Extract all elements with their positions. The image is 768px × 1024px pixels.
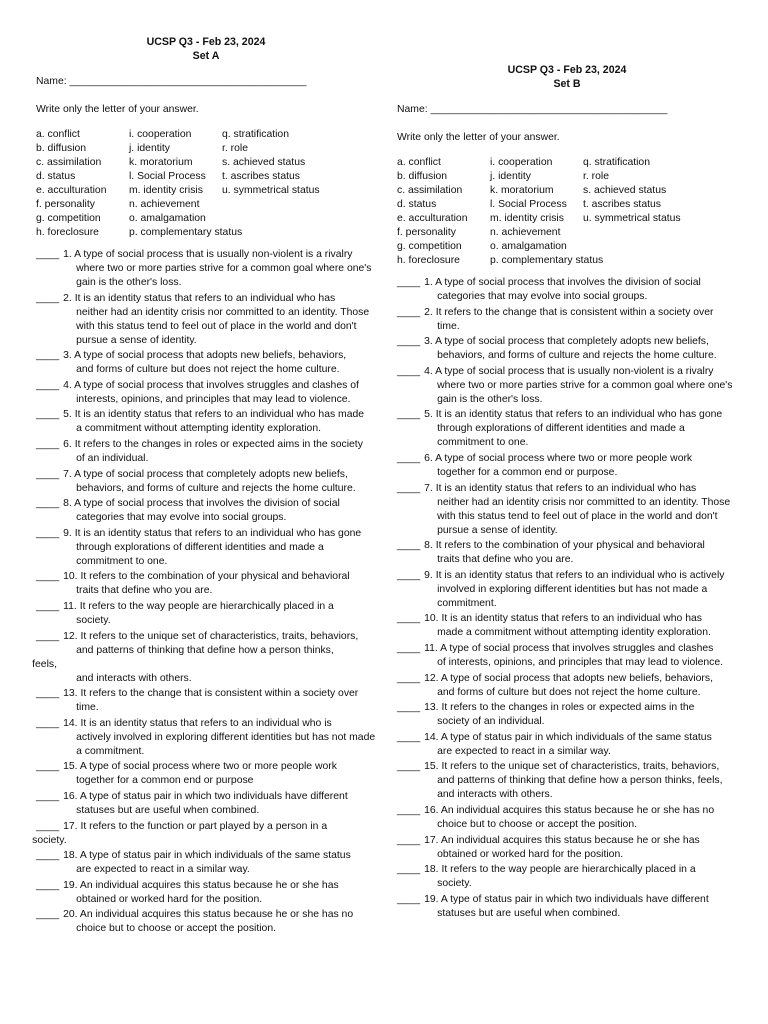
question-item [397, 306, 737, 334]
answer-choice: m. identity crisis [129, 185, 203, 196]
set-a-name-line: Name: _________________________________________ [36, 76, 307, 87]
answer-choice: m. identity crisis [490, 213, 564, 224]
question-continuation: society. [76, 614, 111, 626]
question-continuation: society. [32, 834, 67, 846]
question-item [397, 539, 737, 567]
question-item [397, 276, 737, 304]
question-item [397, 731, 737, 759]
question-item [397, 893, 737, 921]
question-text: A type of status pair in which two individuals have different [440, 893, 709, 905]
question-text: It is an identity status that refers to an individual who has [74, 292, 336, 304]
question-continuation: statuses but are useful when combined. [437, 907, 621, 919]
question-continuation: traits that define who you are. [437, 554, 574, 566]
question-continuation: involved in exploring different identities but has not made a commitment. [437, 583, 708, 609]
answer-choice: d. status [397, 199, 437, 210]
question-number: 14. [424, 731, 439, 743]
answer-choice: k. moratorium [129, 157, 193, 168]
answer-choice: a. conflict [36, 129, 80, 140]
question-item [397, 569, 737, 611]
question-item [32, 630, 376, 686]
answer-blank[interactable]: ____ [36, 820, 60, 832]
question-item [36, 879, 376, 907]
question-continuation: categories that may evolve into social groups. [437, 291, 648, 302]
answer-blank[interactable]: ____ [36, 600, 60, 612]
answer-choice: n. achievement [490, 227, 561, 238]
answer-blank[interactable]: ____ [36, 498, 60, 510]
question-item [36, 527, 376, 569]
answer-choice: r. role [222, 143, 248, 154]
question-continuation: and interacts with others. [76, 672, 192, 684]
answer-choice: e. acculturation [36, 185, 107, 196]
question-text: It is an identity status that refers to an individual who is [80, 717, 332, 729]
question-continuation: where two or more parties strive for a common goal where one's gain is the other's loss. [437, 379, 733, 405]
question-number: 1. [63, 249, 72, 260]
answer-blank[interactable]: ____ [397, 804, 421, 816]
question-text: It is an identity status that refers to an individual who has gone [74, 527, 362, 539]
set-b-subtitle: Set B [553, 78, 581, 90]
question-continuation: time. [76, 702, 99, 714]
question-item [36, 349, 376, 377]
answer-blank[interactable]: ____ [36, 790, 60, 802]
question-item [36, 570, 376, 598]
question-continuation: where two or more parties strive for a common goal where one's gain is the other's loss. [76, 263, 372, 288]
answer-choice: t. ascribes status [583, 199, 661, 210]
question-item [36, 408, 376, 436]
question-text: It refers to the unique set of characteristics, traits, behaviors, [441, 761, 720, 773]
question-text: An individual acquires this status because he or she has [79, 879, 339, 891]
answer-blank[interactable]: ____ [397, 702, 421, 714]
answer-choice: g. competition [397, 241, 462, 252]
answer-choice: q. stratification [222, 129, 289, 140]
answer-blank[interactable]: ____ [36, 630, 60, 642]
answer-choice: o. amalgamation [490, 241, 567, 252]
answer-choice: s. achieved status [222, 157, 306, 168]
question-item [36, 790, 376, 818]
question-text: It refers to the function or part played by a person in a [80, 820, 328, 832]
question-number: 16. [424, 804, 439, 816]
answer-blank[interactable]: ____ [36, 409, 60, 421]
question-number: 7. [424, 482, 433, 494]
answer-choice: s. achieved status [583, 185, 667, 196]
question-number: 16. [63, 790, 78, 802]
answer-choice: j. identity [490, 171, 532, 182]
question-text: A type of social process that involves struggles and clashes [440, 642, 714, 654]
answer-choice: h. foreclosure [397, 255, 460, 266]
question-item [397, 804, 737, 832]
answer-blank[interactable]: ____ [397, 893, 421, 905]
question-text: It refers to the changes in roles or expected aims in the society [74, 438, 363, 450]
question-text: It is an identity status that refers to an individual who has [441, 613, 702, 625]
question-continuation: obtained or worked hard for the position. [437, 848, 624, 860]
answer-choice: f. personality [36, 199, 95, 210]
answer-blank[interactable]: ____ [36, 292, 60, 304]
answer-choice: f. personality [397, 227, 456, 238]
question-continuation: and patterns of thinking that define how a person thinks, feels, and interacts with others. [437, 775, 723, 801]
question-number: 3. [63, 350, 72, 362]
answer-blank[interactable]: ____ [397, 672, 421, 684]
question-item [397, 408, 737, 450]
question-item [397, 642, 737, 670]
question-text: It refers to the unique set of characteristics, traits, behaviors, [80, 630, 359, 642]
question-text: It refers to the changes in roles or expected aims in the [441, 702, 695, 714]
answer-choice: t. ascribes status [222, 171, 300, 182]
question-number: 19. [63, 879, 78, 891]
question-continuation: behaviors, and forms of culture and rejects the home culture. [76, 482, 356, 494]
question-item [36, 497, 376, 525]
answer-blank[interactable]: ____ [397, 540, 421, 552]
answer-blank[interactable]: ____ [397, 452, 421, 464]
answer-choice: l. Social Process [129, 171, 206, 182]
answer-choice: e. acculturation [397, 213, 468, 224]
question-text: A type of social process where two or more people work [435, 452, 693, 464]
question-item [36, 248, 376, 290]
question-item [32, 820, 376, 848]
question-number: 10. [424, 613, 439, 625]
answer-blank[interactable]: ____ [397, 306, 421, 318]
answer-choice: p. complementary status [490, 255, 604, 266]
question-item [36, 908, 376, 936]
answer-choice: u. symmetrical status [222, 185, 320, 196]
answer-blank[interactable]: ____ [397, 864, 421, 876]
answer-blank[interactable]: ____ [397, 336, 421, 348]
answer-blank[interactable]: ____ [36, 350, 60, 362]
question-text: A type of social process that completely adopts new beliefs, [435, 336, 709, 348]
answer-blank[interactable]: ____ [36, 249, 60, 260]
question-number: 15. [424, 761, 439, 773]
question-continuation: behaviors, and forms of culture and rejects the home culture. [437, 350, 717, 362]
answer-choice: n. achievement [129, 199, 200, 210]
question-number: 2. [63, 292, 72, 304]
set-b-title: UCSP Q3 - Feb 23, 2024 [507, 64, 627, 76]
question-number: 13. [63, 688, 78, 700]
question-item [36, 849, 376, 877]
question-text: An individual acquires this status because he or she has no [440, 804, 715, 816]
question-number: 11. [63, 600, 77, 612]
question-text: It is an identity status that refers to an individual who has [435, 482, 697, 494]
answer-blank[interactable]: ____ [36, 571, 60, 583]
answer-choice [222, 212, 342, 226]
question-number: 7. [63, 468, 72, 480]
answer-blank[interactable]: ____ [36, 879, 60, 891]
question-text: An individual acquires this status because he or she has no [79, 909, 354, 921]
answer-choice [583, 240, 703, 254]
question-continuation: traits that define who you are. [76, 585, 213, 597]
set-b-instructions: Write only the letter of your answer. [397, 132, 560, 143]
question-item [397, 365, 737, 407]
question-number: 14. [63, 717, 78, 729]
answer-choice: b. diffusion [36, 143, 87, 154]
question-number: 5. [63, 409, 72, 421]
question-text: It refers to the way people are hierarchically placed in a [441, 864, 696, 876]
question-continuation: time. [437, 320, 460, 332]
answer-choice: i. cooperation [490, 157, 553, 168]
question-continuation: choice but to choose or accept the position. [437, 818, 637, 830]
set-b-column [397, 63, 737, 922]
answer-blank[interactable]: ____ [36, 379, 60, 391]
question-item [397, 482, 737, 538]
question-continuation: a commitment without attempting identity exploration. [76, 423, 322, 435]
question-number: 20. [63, 909, 78, 921]
question-continuation: together for a common end or purpose. [437, 466, 618, 478]
question-number: 12. [63, 630, 78, 642]
question-number: 6. [63, 438, 72, 450]
question-continuation: are expected to react in a similar way. [76, 864, 250, 876]
question-text: It refers to the way people are hierarchically placed in a [79, 600, 334, 612]
answer-blank[interactable]: ____ [397, 409, 421, 421]
question-number: 11. [424, 642, 438, 654]
set-b-answer-key [397, 156, 737, 268]
answer-blank[interactable]: ____ [397, 569, 421, 581]
question-item [397, 672, 737, 700]
question-item [36, 600, 376, 628]
question-continuation: of interests, opinions, and principles that may lead to violence. [437, 656, 724, 668]
set-a-column [32, 35, 376, 938]
question-item [36, 468, 376, 496]
question-text: A type of social process that is usually non-violent is a rivalry [74, 249, 353, 260]
question-number: 8. [424, 540, 433, 552]
answer-choice: b. diffusion [397, 171, 448, 182]
question-number: 2. [424, 306, 433, 318]
question-continuation: and patterns of thinking that define how a person thinks, [76, 644, 334, 656]
question-text: A type of social process where two or more people work [79, 761, 337, 773]
question-text: It refers to the combination of your physical and behavioral [435, 540, 705, 552]
question-number: 12. [424, 672, 439, 684]
answer-blank[interactable]: ____ [397, 642, 421, 654]
question-number: 5. [424, 409, 433, 421]
answer-blank[interactable]: ____ [36, 688, 60, 700]
question-continuation: categories that may evolve into social groups. [76, 512, 287, 524]
answer-blank[interactable]: ____ [397, 834, 421, 846]
answer-choice: q. stratification [583, 157, 650, 168]
answer-blank[interactable]: ____ [397, 613, 421, 625]
question-number: 9. [424, 569, 433, 581]
answer-blank[interactable]: ____ [397, 365, 421, 377]
question-text: It is an identity status that refers to an individual who is actively [435, 569, 725, 581]
question-text: It is an identity status that refers to an individual who has made [74, 409, 365, 421]
question-text: A type of social process that adopts new beliefs, behaviors, [74, 350, 347, 362]
set-b-items [397, 276, 737, 921]
question-continuation: neither had an identity crisis nor committed to an identity. Those with this status tend to feel out of place in the world and don't pursue a sense of identity. [437, 496, 731, 536]
answer-choice: d. status [36, 171, 76, 182]
answer-blank[interactable]: ____ [397, 482, 421, 494]
question-item [397, 834, 737, 862]
answer-blank[interactable]: ____ [36, 717, 60, 729]
answer-choice: j. identity [129, 143, 171, 154]
question-item [397, 760, 737, 802]
question-continuation: made a commitment without attempting identity exploration. [437, 627, 711, 639]
question-continuation: and forms of culture but does not reject the home culture. [76, 364, 340, 376]
question-number: 3. [424, 336, 433, 348]
question-number: 17. [63, 820, 78, 832]
question-text: A type of social process that involves struggles and clashes of [74, 379, 359, 391]
question-number: 4. [424, 365, 433, 377]
question-item [36, 717, 376, 759]
question-text: An individual acquires this status because he or she has [440, 834, 700, 846]
question-text: It refers to the change that is consistent within a society over [435, 306, 714, 318]
answer-blank[interactable]: ____ [397, 277, 421, 288]
question-number: 19. [424, 893, 439, 905]
question-continuation: obtained or worked hard for the position. [76, 893, 263, 905]
set-b-name-line: Name: _________________________________________ [397, 104, 668, 115]
question-item [397, 452, 737, 480]
question-number: 18. [63, 850, 78, 862]
question-continuation: of an individual. [76, 452, 149, 464]
question-item [397, 701, 737, 729]
question-item [397, 863, 737, 891]
answer-blank[interactable]: ____ [36, 909, 60, 921]
question-item [36, 687, 376, 715]
question-continuation: neither had an identity crisis nor committed to an identity. Those with this status tend to feel out of place in the world and don't pursue a sense of identity. [76, 306, 370, 346]
answer-choice [583, 254, 703, 268]
question-item [36, 438, 376, 466]
answer-blank[interactable]: ____ [36, 438, 60, 450]
question-number: 17. [424, 834, 439, 846]
question-text: A type of social process that is usually non-violent is a rivalry [435, 365, 714, 377]
question-number: 4. [63, 379, 72, 391]
answer-blank[interactable]: ____ [36, 468, 60, 480]
question-text: It refers to the change that is consistent within a society over [80, 688, 359, 700]
question-item [36, 760, 376, 788]
question-number: 9. [63, 527, 72, 539]
answer-choice: h. foreclosure [36, 227, 99, 238]
question-number: 10. [63, 571, 78, 583]
answer-blank[interactable]: ____ [397, 761, 421, 773]
question-item [397, 612, 737, 640]
set-a-subtitle: Set A [192, 50, 220, 62]
answer-choice: c. assimilation [397, 185, 463, 196]
question-continuation: and forms of culture but does not reject the home culture. [437, 686, 701, 698]
question-continuation: statuses but are useful when combined. [76, 804, 260, 816]
question-text: A type of social process that completely adopts new beliefs, [74, 468, 348, 480]
question-continuation: interests, opinions, and principles that may lead to violence. [76, 393, 351, 405]
question-item [397, 335, 737, 363]
answer-choice: r. role [583, 171, 609, 182]
question-text: A type of social process that involves the division of social [435, 277, 701, 288]
answer-choice [222, 226, 342, 240]
question-item [36, 292, 376, 348]
question-number: 6. [424, 452, 433, 464]
answer-choice: u. symmetrical status [583, 213, 681, 224]
question-continuation: are expected to react in a similar way. [437, 745, 611, 757]
question-number: 1. [424, 277, 433, 288]
set-a-title: UCSP Q3 - Feb 23, 2024 [146, 36, 266, 48]
answer-choice: g. competition [36, 213, 101, 224]
question-number: 13. [424, 702, 439, 714]
answer-choice: c. assimilation [36, 157, 102, 168]
question-text: A type of status pair in which individuals of the same status [440, 731, 712, 743]
question-text: A type of social process that adopts new beliefs, behaviors, [440, 672, 713, 684]
question-text: A type of status pair in which two individuals have different [79, 790, 348, 802]
question-continuation: society. [437, 878, 472, 890]
question-continuation: through explorations of different identities and made a commitment to one. [76, 541, 324, 567]
question-continuation: together for a common end or purpose [76, 775, 254, 787]
question-item [36, 379, 376, 407]
question-number: 8. [63, 498, 72, 510]
answer-choice: k. moratorium [490, 185, 554, 196]
answer-choice: a. conflict [397, 157, 441, 168]
question-text: A type of social process that involves the division of social [74, 498, 340, 510]
question-continuation: actively involved in exploring different identities but has not made a commitment. [76, 731, 376, 757]
answer-blank[interactable]: ____ [36, 850, 60, 862]
question-continuation: society of an individual. [437, 716, 545, 728]
question-number: 18. [424, 864, 439, 876]
question-text: It refers to the combination of your physical and behavioral [80, 571, 350, 583]
question-text: A type of status pair in which individuals of the same status [79, 850, 351, 862]
question-continuation: through explorations of different identities and made a commitment to one. [437, 423, 685, 449]
question-text: It is an identity status that refers to an individual who has gone [435, 409, 723, 421]
question-number: 15. [63, 761, 78, 773]
answer-choice: p. complementary status [129, 227, 243, 238]
answer-choice: i. cooperation [129, 129, 192, 140]
answer-blank[interactable]: ____ [36, 761, 60, 773]
question-continuation: feels, [32, 658, 57, 670]
answer-blank[interactable]: ____ [36, 527, 60, 539]
answer-choice: o. amalgamation [129, 213, 206, 224]
answer-choice: l. Social Process [490, 199, 567, 210]
set-a-instructions: Write only the letter of your answer. [36, 104, 199, 115]
question-continuation: choice but to choose or accept the position. [76, 923, 276, 935]
set-a-items [32, 248, 376, 936]
answer-blank[interactable]: ____ [397, 731, 421, 743]
answer-choice [583, 226, 703, 240]
answer-choice [222, 198, 342, 212]
set-a-answer-key [36, 128, 376, 240]
